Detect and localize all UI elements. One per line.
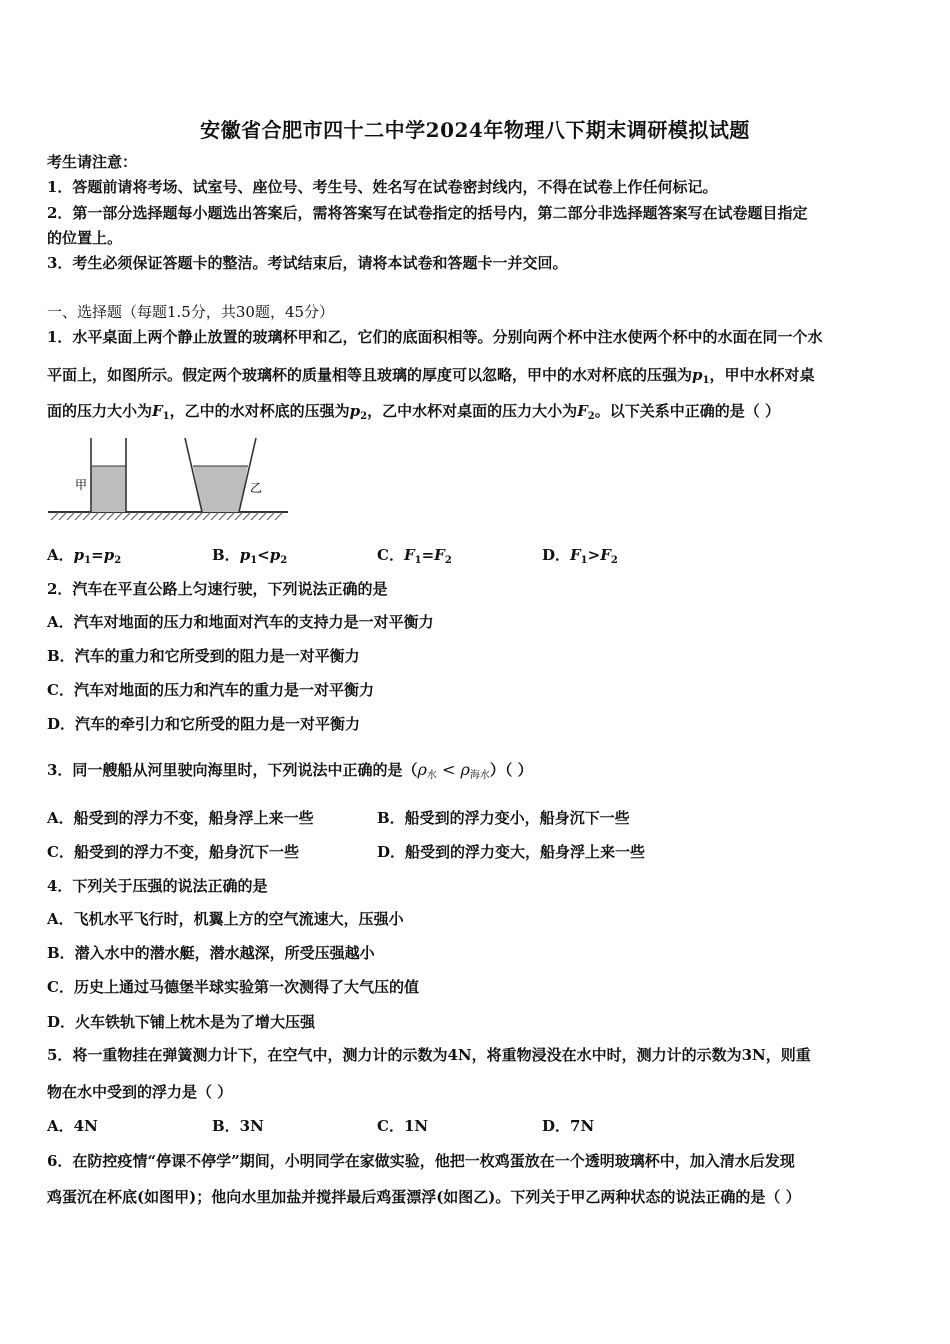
q3-option-a: A．船受到的浮力不变，船身浮上来一些 <box>47 809 314 827</box>
q4-option-a: A．飞机水平飞行时，机翼上方的空气流速大，压强小 <box>47 910 404 928</box>
cup-label-a: 甲 <box>75 478 88 492</box>
q5-line2: 物在水中受到的浮力是（ ） <box>47 1083 233 1101</box>
q1-option-c: C．$F_1=F_2$ <box>377 546 452 566</box>
q1-line3: 面的压力大小为$F_1$，乙中的水对杯底的压强为$p_2$，乙中水杯对桌面的压力大小为$F_2$。以下关系中正确的是（ ） <box>47 402 780 422</box>
q4-option-d: D．火车铁轨下铺上枕木是为了增大压强 <box>47 1013 316 1031</box>
q1-option-a: A．$p_1=p_2$ <box>47 546 122 566</box>
q3-option-c: C．船受到的浮力不变，船身沉下一些 <box>47 843 299 861</box>
notice-item: 的位置上。 <box>47 229 123 247</box>
q5-option-a: A．4N <box>47 1117 98 1135</box>
q1-line1: 1．水平桌面上两个静止放置的玻璃杯甲和乙，它们的底面积相等。分别向两个杯中注水使两个杯中的水面在同一个水 <box>47 328 823 346</box>
q3-option-b: B．船受到的浮力变小，船身沉下一些 <box>377 809 630 827</box>
q5-option-b: B．3N <box>212 1117 264 1135</box>
q2-option-c: C．汽车对地面的压力和汽车的重力是一对平衡力 <box>47 681 374 699</box>
section-heading: 一、选择题（每题1.5分，共30题，45分） <box>47 303 335 321</box>
notice-item: 3．考生必须保证答题卡的整洁。考试结束后，请将本试卷和答题卡一并交回。 <box>47 254 568 272</box>
q5-option-c: C．1N <box>377 1117 429 1135</box>
q1-option-b: B．$p_1<p_2$ <box>212 546 288 566</box>
notice-item: 2．第一部分选择题每小题选出答案后，需将答案写在试卷指定的括号内，第二部分非选择题答案写在试卷题目指定 <box>47 204 808 222</box>
q5-option-d: D．7N <box>542 1117 595 1135</box>
q6-line1: 6．在防控疫情“停课不停学”期间，小明同学在家做实验，他把一枚鸡蛋放在一个透明玻璃杯中，加入清水后发现 <box>47 1152 795 1170</box>
q3-option-d: D．船受到的浮力变大，船身浮上来一些 <box>377 843 646 861</box>
q1-line2: 平面上，如图所示。假定两个玻璃杯的质量相等且玻璃的厚度可以忽略，甲中的水对杯底的压强为$p_1$，甲中水杯对桌 <box>47 366 815 386</box>
notice-item: 1．答题前请将考场、试室号、座位号、考生号、姓名写在试卷密封线内，不得在试卷上作任何标记。 <box>47 178 718 196</box>
cup-label-b: 乙 <box>250 481 263 495</box>
q2-option-a: A．汽车对地面的压力和地面对汽车的支持力是一对平衡力 <box>47 613 434 631</box>
notice-heading: 考生请注意： <box>47 153 138 171</box>
q4-option-c: C．历史上通过马德堡半球实验第一次测得了大气压的值 <box>47 978 419 996</box>
page-title: 安徽省合肥市四十二中学2024年物理八下期末调研模拟试题 <box>200 118 750 142</box>
q1-figure-cups <box>45 436 290 526</box>
q4-stem: 4．下列关于压强的说法正确的是 <box>47 877 268 895</box>
q3-stem: 3．同一艘船从河里驶向海里时，下列说法中正确的是$(\rho_水 < \rho_{海水})$（ ） <box>47 760 533 781</box>
q1-option-d: D．$F_1>F_2$ <box>542 546 618 566</box>
q4-option-b: B．潜入水中的潜水艇，潜水越深，所受压强越小 <box>47 944 375 962</box>
q2-stem: 2．汽车在平直公路上匀速行驶，下列说法正确的是 <box>47 580 388 598</box>
q5-line1: 5．将一重物挂在弹簧测力计下，在空气中，测力计的示数为4N，将重物浸没在水中时，测力计的示数为3N，则重 <box>47 1046 811 1064</box>
q6-line2: 鸡蛋沉在杯底(如图甲)；他向水里加盐并搅拌最后鸡蛋漂浮(如图乙)。下列关于甲乙两种状态的说法正确的是（ ） <box>47 1188 801 1206</box>
q2-option-d: D．汽车的牵引力和它所受的阻力是一对平衡力 <box>47 715 361 733</box>
q2-option-b: B．汽车的重力和它所受到的阻力是一对平衡力 <box>47 647 360 665</box>
